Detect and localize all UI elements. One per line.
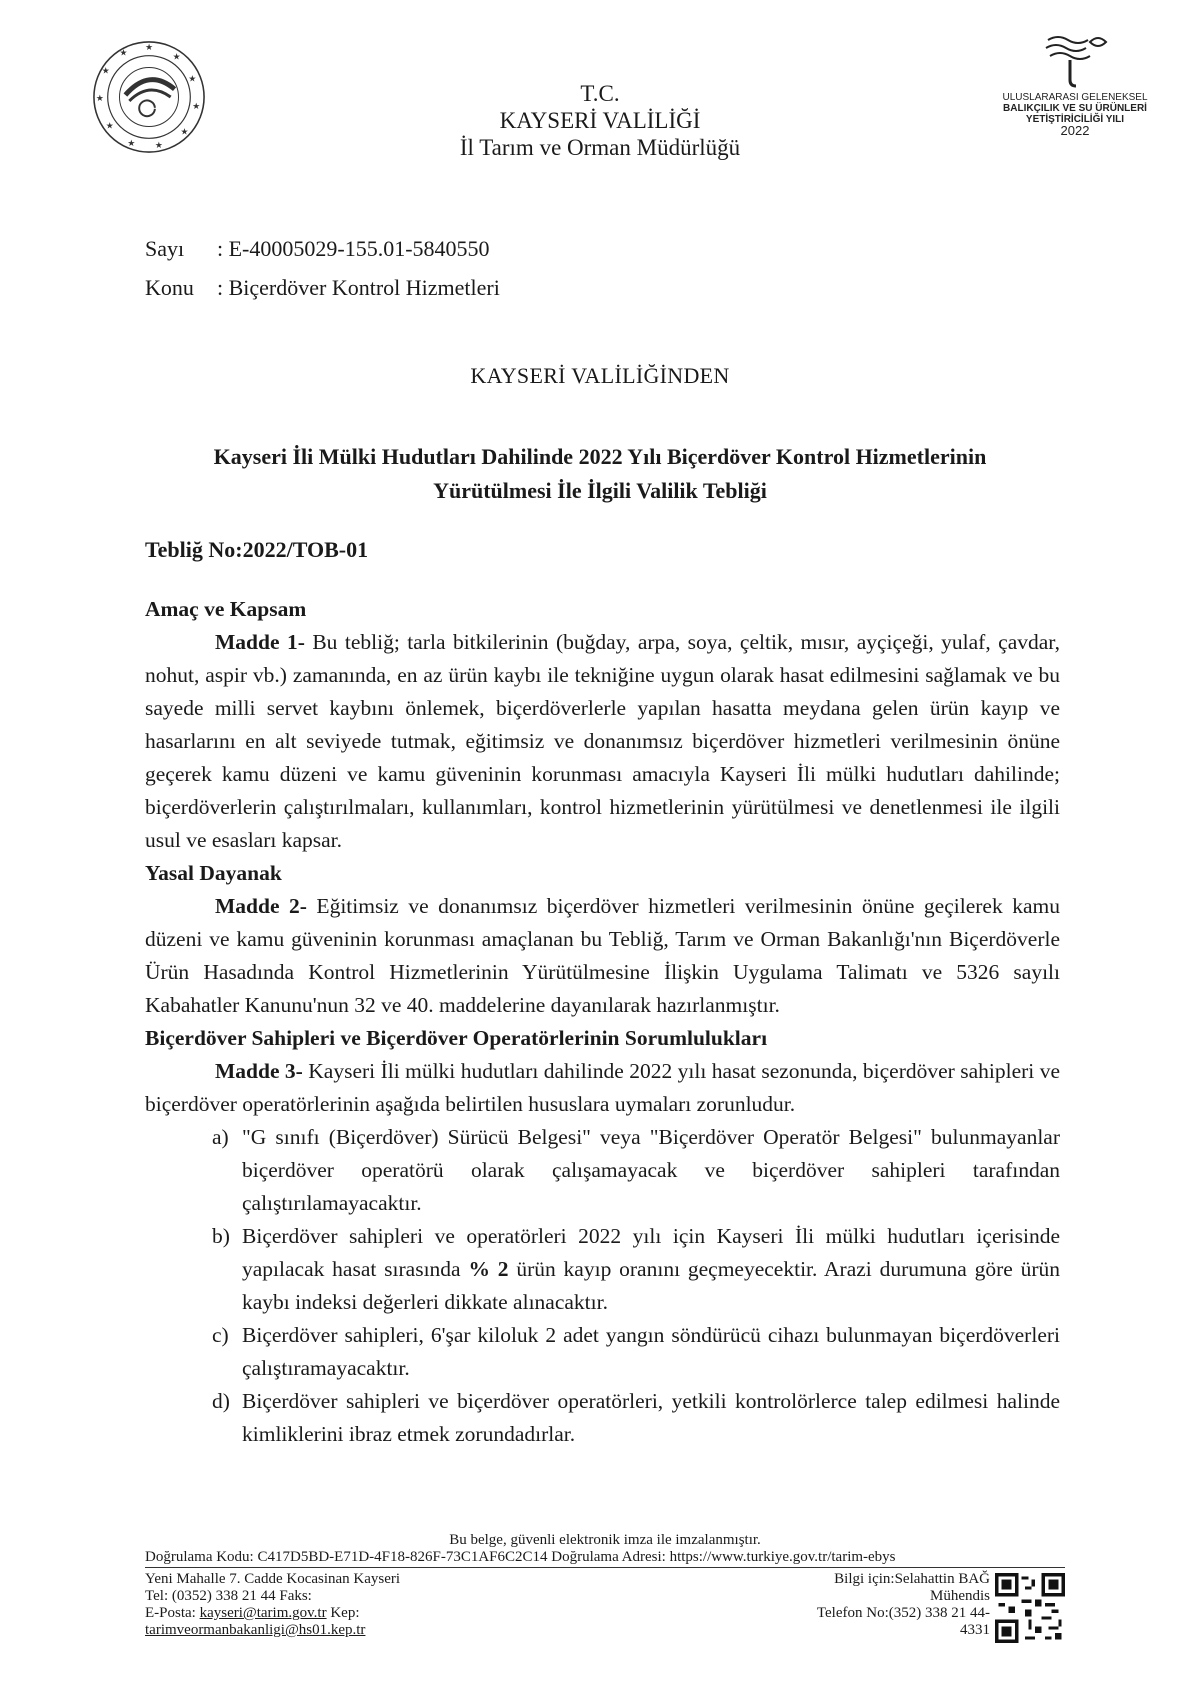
svg-text:★: ★ [119, 48, 128, 59]
email-line [145, 1605, 545, 1622]
announcement-title: KAYSERİ VALİLİĞİNDEN [470, 363, 730, 388]
svg-text:★: ★ [95, 93, 104, 104]
qr-code-icon[interactable] [995, 1573, 1065, 1643]
svg-text:★: ★ [192, 101, 201, 112]
verify-code-label: Doğrulama Kodu: [145, 1549, 254, 1565]
email-link[interactable]: kayseri@tarim.gov.tr [199, 1605, 327, 1621]
list-item-text-bold: % 2 [468, 1257, 509, 1281]
telephone: Tel: (0352) 338 21 44 Faks: [145, 1588, 312, 1604]
konu-row [145, 275, 500, 301]
article-3-label: Madde 3- [215, 1059, 303, 1083]
list-item [145, 1220, 1060, 1319]
teblig-number: Tebliğ No:2022/TOB-01 [145, 537, 369, 562]
subject-title [140, 440, 1060, 508]
list-item-text-pre: Biçerdöver sahipleri ve operatörleri 2022 yılı için Kayseri İli mülki hudutları içerisinde yapılacak hasat sırasında [242, 1224, 1060, 1281]
verify-code: C417D5BD-E71D-4F18-826F-73C1AF6C2C14 [257, 1549, 548, 1565]
svg-text:★: ★ [127, 139, 136, 150]
header-line-valilik: KAYSERİ VALİLİĞİ [499, 108, 701, 133]
sayi-row [145, 236, 490, 262]
logo-text-line3: YETİŞTİRİCİLİĞİ YILI [1025, 114, 1125, 125]
article-3 [145, 1055, 1060, 1121]
list-item-text: Biçerdöver sahipleri ve biçerdöver operatörleri, yetkili kontrolörlerce talep edilmesi halinde kimliklerini ibraz etmek zorundadırlar. [242, 1389, 1060, 1446]
kep-link[interactable]: tarimveormanbakanligi@hs01.kep.tr [145, 1622, 366, 1638]
list-item [145, 1121, 1060, 1220]
email-label: E-Posta: [145, 1605, 196, 1621]
list-item-text-post: ürün kayıp oranını geçmeyecektir. Arazi durumuna göre ürün kaybı indeksi değerleri dikkate alınacaktır. [242, 1257, 1061, 1314]
article-2-label: Madde 2- [215, 894, 307, 918]
fish-wave-icon [1040, 30, 1110, 92]
address: Yeni Mahalle 7. Cadde Kocasinan Kayseri [145, 1571, 401, 1587]
section-title-yasal: Yasal Dayanak [145, 861, 282, 885]
verify-address-label: Doğrulama Adresi: [551, 1549, 666, 1565]
document-body [145, 593, 1060, 1451]
document-header [300, 80, 900, 161]
list-item-marker: a) [212, 1125, 229, 1149]
logo-text-line2: BALIKÇILIK VE SU ÜRÜNLERİ [1003, 103, 1147, 114]
konu-value: : Biçerdöver Kontrol Hizmetleri [217, 275, 500, 300]
contact-block [145, 1571, 545, 1639]
article-2-text: Eğitimsiz ve donanımsız biçerdöver hizmetleri verilmesinin önüne geçilerek kamu düzeni ve kamu güveninin korunması amaçlanan bu Tebliğ, Tarım ve Orman Bakanlığı'nın Biçerdöverle Ürün Hasadında Kontrol Hizmetlerinin Yürütülmesine İlişkin Uygulama Talimatı ve 5326 sayılı Kabahatler Kanunu'nun 32 ve 40. maddelerine dayanılarak hazırlanmıştır. [145, 894, 1060, 1017]
list-item-marker: d) [212, 1389, 230, 1413]
phone-line2: 4331 [960, 1622, 990, 1638]
verification-line [145, 1549, 1065, 1568]
list-item-text: "G sınıfı (Biçerdöver) Sürücü Belgesi" veya "Biçerdöver Operatör Belgesi" bulunmayanlar biçerdöver operatörü olarak çalışamayacak ve biçerdöver sahipleri tarafından çalıştırılamayacaktır. [242, 1125, 1060, 1215]
kep-label: Kep: [330, 1605, 360, 1621]
subject-line2: Yürütülmesi İle İlgili Valilik Tebliği [433, 478, 767, 503]
svg-text:★: ★ [154, 141, 163, 152]
info-contact: Bilgi için:Selahattin BAĞ [834, 1571, 990, 1587]
logo-year: 2022 [1060, 123, 1090, 138]
svg-text:★: ★ [180, 127, 189, 138]
list-item [145, 1385, 1060, 1451]
subject-line1: Kayseri İli Mülki Hudutları Dahilinde 2022 Yılı Biçerdöver Kontrol Hizmetlerinin [213, 444, 987, 469]
e-signature-note: Bu belge, güvenli elektronik imza ile imzalanmıştır. [449, 1532, 761, 1548]
article-3-list [145, 1121, 1060, 1451]
article-1-label: Madde 1- [215, 630, 305, 654]
list-item [145, 1319, 1060, 1385]
list-item-marker: b) [212, 1224, 230, 1248]
fisheries-year-logo [1000, 30, 1150, 160]
sayi-label: Sayı [145, 236, 185, 261]
article-1 [145, 626, 1060, 857]
verify-address-link[interactable]: https://www.turkiye.gov.tr/tarim-ebys [669, 1549, 896, 1565]
phone-line1: Telefon No:(352) 338 21 44- [816, 1605, 990, 1621]
logo-text-line1: ULUSLARARASI GELENEKSEL [1002, 92, 1148, 103]
svg-text:★: ★ [105, 121, 114, 132]
section-title-sorumluluk: Biçerdöver Sahipleri ve Biçerdöver Operatörlerinin Sorumlulukları [145, 1026, 768, 1050]
header-line-tc: T.C. [580, 81, 620, 106]
list-item-text: Biçerdöver sahipleri, 6'şar kiloluk 2 adet yangın söndürücü cihazı bulunmayan biçerdöverleri çalıştıramayacaktır. [242, 1323, 1060, 1380]
article-1-text: Bu tebliğ; tarla bitkilerinin (buğday, arpa, soya, çeltik, mısır, ayçiçeği, yulaf, çavdar, nohut, aspir vb.) zamanında, en az ürün kaybı ile tekniğine uygun olarak hasat edilmesini sağlamak ve bu sayede milli servet kaybını önlemek, biçerdöverlerle yapılan hasatta meydana gelen ürün kayıp ve hasarlarını en alt seviyede tutmak, eğitimsiz ve donanımsız biçerdöver hizmetleri verilmesinin önüne geçerek kamu düzeni ve kamu güveninin korunması amacıyla Kayseri İli mülki hudutları dahilinde; biçerdöverlerin çalıştırılmaları, kullanımları, kontrol hizmetlerinin yürütülmesi ve denetlenmesi ile ilgili usul ve esasları kapsar. [145, 630, 1060, 852]
document-footer [145, 1532, 1065, 1661]
section-title-amac: Amaç ve Kapsam [145, 597, 307, 621]
svg-text:★: ★ [145, 42, 154, 53]
info-block [817, 1571, 990, 1639]
list-item-marker: c) [212, 1323, 229, 1347]
header-line-mudurluk: İl Tarım ve Orman Müdürlüğü [459, 135, 741, 160]
svg-text:★: ★ [188, 74, 197, 85]
svg-text:★: ★ [172, 52, 181, 63]
info-title: Mühendis [930, 1588, 990, 1604]
article-2 [145, 890, 1060, 1022]
sayi-value: : E-40005029-155.01-5840550 [217, 236, 490, 261]
ministry-seal-icon [90, 38, 208, 156]
svg-text:★: ★ [101, 66, 110, 77]
konu-label: Konu [145, 275, 194, 300]
article-3-text: Kayseri İli mülki hudutları dahilinde 2022 yılı hasat sezonunda, biçerdöver sahipleri ve biçerdöver operatörlerinin aşağıda belirtilen hususlara uymaları zorunludur. [145, 1059, 1060, 1116]
